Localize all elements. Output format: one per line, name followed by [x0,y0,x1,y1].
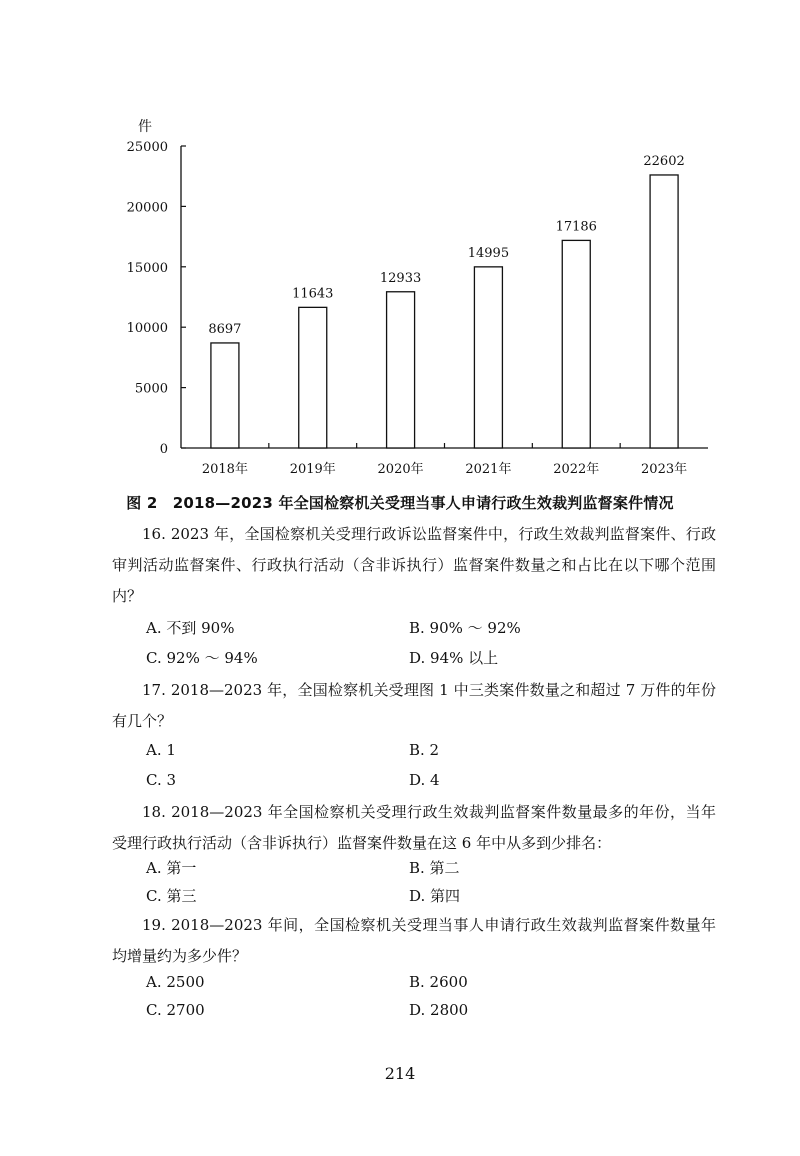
y-tick-label: 20000 [126,200,168,216]
option-a: A. 不到 90% [146,619,235,637]
option-d: D. 2800 [409,1001,469,1019]
option-d: D. 第四 [409,887,461,905]
data-label: 17186 [555,219,597,235]
x-tick-label: 2020年 [377,462,424,477]
data-label: 12933 [379,270,422,286]
bar [387,292,415,448]
x-tick-label: 2023年 [641,462,688,477]
data-label: 8697 [208,321,242,337]
question-stem: 19. 2018—2023 年间，全国检察机关受理当事人申请行政生效裁判监督案件数量年均增量约为多少件？ [112,916,716,965]
option-b: B. 2 [409,741,440,759]
y-tick-label: 5000 [134,381,168,397]
x-tick-label: 2018年 [201,462,248,477]
question-stem: 18. 2018—2023 年全国检察机关受理行政生效裁判监督案件数量最多的年份，当年受理行政执行活动（含非诉执行）监督案件数量在这 6 年中从多到少排名： [112,803,716,852]
x-tick-label: 2022年 [553,462,600,477]
bar [650,175,678,448]
question-stem: 17. 2018—2023 年，全国检察机关受理图 1 中三类案件数量之和超过 7 万件的年份有几个？ [112,681,716,730]
option-a: A. 第一 [146,859,197,877]
bar [474,267,502,448]
question-18 [112,797,716,859]
question-19 [112,910,716,972]
data-label: 22602 [643,153,685,169]
y-tick-label: 0 [159,442,168,457]
option-c: C. 第三 [146,887,197,905]
page-number: 214 [384,1064,416,1083]
option-b: B. 第二 [409,859,460,877]
bar [299,307,327,448]
option-a: A. 1 [146,741,176,759]
x-tick-label: 2019年 [289,462,336,477]
option-c: C. 2700 [146,1001,205,1019]
data-label: 11643 [292,286,334,302]
option-b: B. 90% ～ 92% [409,619,521,637]
question-stem: 16. 2023 年，全国检察机关受理行政诉讼监督案件中，行政生效裁判监督案件、行政审判活动监督案件、行政执行活动（含非诉执行）监督案件数量之和占比在以下哪个范围内？ [112,525,716,605]
option-d: D. 4 [409,771,440,789]
question-16 [112,519,716,612]
option-d: D. 94% 以上 [409,649,499,667]
bar-chart [0,0,800,490]
y-tick-label: 10000 [126,321,168,337]
option-a: A. 2500 [146,973,205,991]
x-tick-label: 2021年 [465,462,512,477]
option-b: B. 2600 [409,973,468,991]
option-c: C. 92% ～ 94% [146,649,258,667]
option-c: C. 3 [146,771,177,789]
bar [211,343,239,448]
y-tick-label: 15000 [126,260,168,276]
bar [562,240,590,448]
y-tick-label: 25000 [126,140,168,155]
figure-caption: 图 2 2018—2023 年全国检察机关受理当事人申请行政生效裁判监督案件情况 [126,494,674,512]
y-axis-label: 件 [138,119,152,135]
data-label: 14995 [467,245,510,261]
question-17 [112,675,716,737]
